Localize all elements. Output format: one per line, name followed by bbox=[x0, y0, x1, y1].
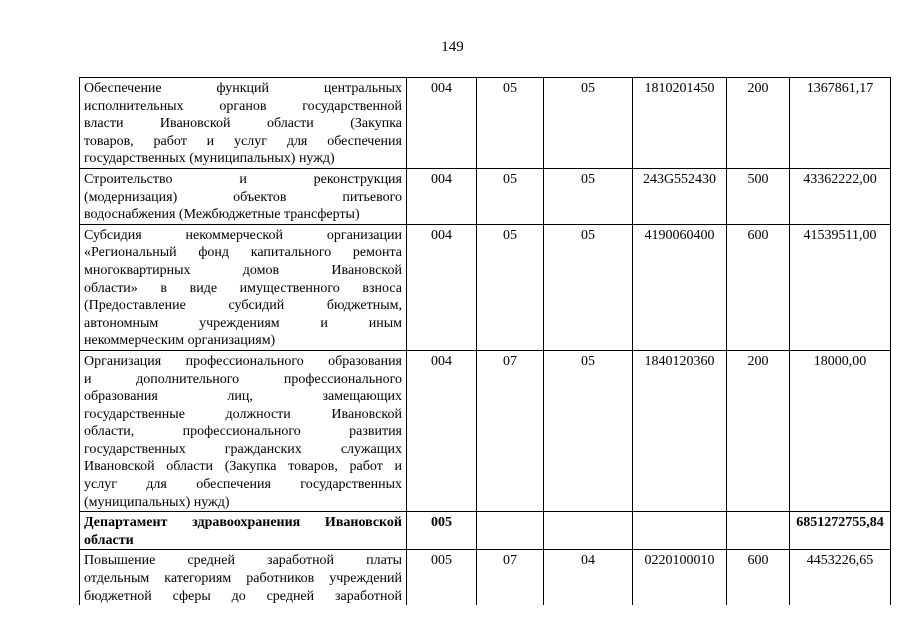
description-line: Повышение средней заработной платы bbox=[84, 553, 402, 569]
target-article-cell: 4190060400 bbox=[633, 224, 727, 350]
section-code-cell: 07 bbox=[477, 550, 544, 605]
target-article-cell: 1840120360 bbox=[633, 350, 727, 511]
ministry-code-cell: 005 bbox=[407, 512, 477, 550]
expense-type-cell: 200 bbox=[727, 78, 790, 169]
description-line: Субсидия некоммерческой организации bbox=[84, 227, 402, 243]
ministry-code-cell: 004 bbox=[407, 168, 477, 224]
subsection-code-cell bbox=[544, 512, 633, 550]
description-line: водоснабжения (Межбюджетные трансферты) bbox=[84, 207, 360, 223]
expense-type-cell: 600 bbox=[727, 224, 790, 350]
description-line: Департамент здравоохранения Ивановской bbox=[84, 515, 402, 531]
table-row bbox=[80, 168, 891, 224]
table-row bbox=[80, 512, 891, 550]
description-cell bbox=[80, 78, 407, 169]
description-line: области» в виде имущественного взноса bbox=[84, 280, 402, 296]
page-number: 149 bbox=[441, 39, 464, 55]
expense-type-cell: 600 bbox=[727, 550, 790, 605]
subsection-code-cell: 04 bbox=[544, 550, 633, 605]
expense-type-cell bbox=[727, 512, 790, 550]
description-line: автономным учреждениям и иным bbox=[84, 315, 402, 331]
description-line: «Региональный фонд капитального ремонта bbox=[84, 245, 402, 261]
table-row bbox=[80, 78, 891, 169]
description-line: Строительство и реконструкция bbox=[84, 171, 402, 187]
description-line: многоквартирных домов Ивановской bbox=[84, 262, 402, 278]
description-line: Обеспечение функций центральных bbox=[84, 81, 402, 96]
amount-cell: 4453226,65 bbox=[790, 550, 891, 605]
description-line: Ивановской области (Закупка товаров, работ и bbox=[84, 459, 402, 475]
description-line: отдельным категориям работников учреждений bbox=[84, 571, 402, 587]
description-line: исполнительных органов государственной bbox=[84, 98, 402, 114]
amount-cell: 18000,00 bbox=[790, 350, 891, 511]
section-code-cell bbox=[477, 512, 544, 550]
description-line: (Предоставление субсидий бюджетным, bbox=[84, 298, 402, 314]
description-line: власти Ивановской области (Закупка bbox=[84, 116, 402, 132]
ministry-code-cell: 004 bbox=[407, 350, 477, 511]
description-line: государственные должности Ивановской bbox=[84, 406, 402, 422]
expense-type-cell: 500 bbox=[727, 168, 790, 224]
description-line: бюджетной сферы до средней заработной bbox=[84, 588, 402, 604]
description-line: области, профессионального развития bbox=[84, 424, 402, 440]
target-article-cell: 0220100010 bbox=[633, 550, 727, 605]
description-cell bbox=[80, 550, 407, 605]
subsection-code-cell: 05 bbox=[544, 78, 633, 169]
description-line: товаров, работ и услуг для обеспечения bbox=[84, 133, 402, 149]
table-row bbox=[80, 224, 891, 350]
section-code-cell: 05 bbox=[477, 224, 544, 350]
subsection-code-cell: 05 bbox=[544, 168, 633, 224]
description-line: государственных гражданских служащих bbox=[84, 441, 402, 457]
section-code-cell: 05 bbox=[477, 168, 544, 224]
description-line: государственных (муниципальных) нужд) bbox=[84, 151, 335, 167]
section-code-cell: 05 bbox=[477, 78, 544, 169]
amount-cell: 43362222,00 bbox=[790, 168, 891, 224]
description-line: (муниципальных) нужд) bbox=[84, 494, 230, 510]
amount-cell: 1367861,17 bbox=[790, 78, 891, 169]
description-line: некоммерческим организациям) bbox=[84, 333, 276, 349]
table-row bbox=[80, 550, 891, 605]
section-code-cell: 07 bbox=[477, 350, 544, 511]
ministry-code-cell: 004 bbox=[407, 224, 477, 350]
ministry-code-cell: 005 bbox=[407, 550, 477, 605]
description-cell bbox=[80, 512, 407, 550]
ministry-code-cell: 004 bbox=[407, 78, 477, 169]
amount-cell: 41539511,00 bbox=[790, 224, 891, 350]
description-line: и дополнительного профессионального bbox=[84, 371, 402, 387]
description-line: образования лиц, замещающих bbox=[84, 389, 402, 405]
amount-cell: 6851272755,84 bbox=[790, 512, 891, 550]
description-line: (модернизация) объектов питьевого bbox=[84, 189, 402, 205]
table-row bbox=[80, 350, 891, 511]
description-line: области bbox=[84, 532, 134, 548]
description-cell bbox=[80, 350, 407, 511]
target-article-cell bbox=[633, 512, 727, 550]
description-cell bbox=[80, 168, 407, 224]
description-line: Организация профессионального образования bbox=[84, 353, 402, 369]
target-article-cell: 243G552430 bbox=[633, 168, 727, 224]
description-line: услуг для обеспечения государственных bbox=[84, 477, 402, 493]
description-cell bbox=[80, 224, 407, 350]
budget-table bbox=[79, 77, 891, 605]
subsection-code-cell: 05 bbox=[544, 350, 633, 511]
expense-type-cell: 200 bbox=[727, 350, 790, 511]
subsection-code-cell: 05 bbox=[544, 224, 633, 350]
target-article-cell: 1810201450 bbox=[633, 78, 727, 169]
